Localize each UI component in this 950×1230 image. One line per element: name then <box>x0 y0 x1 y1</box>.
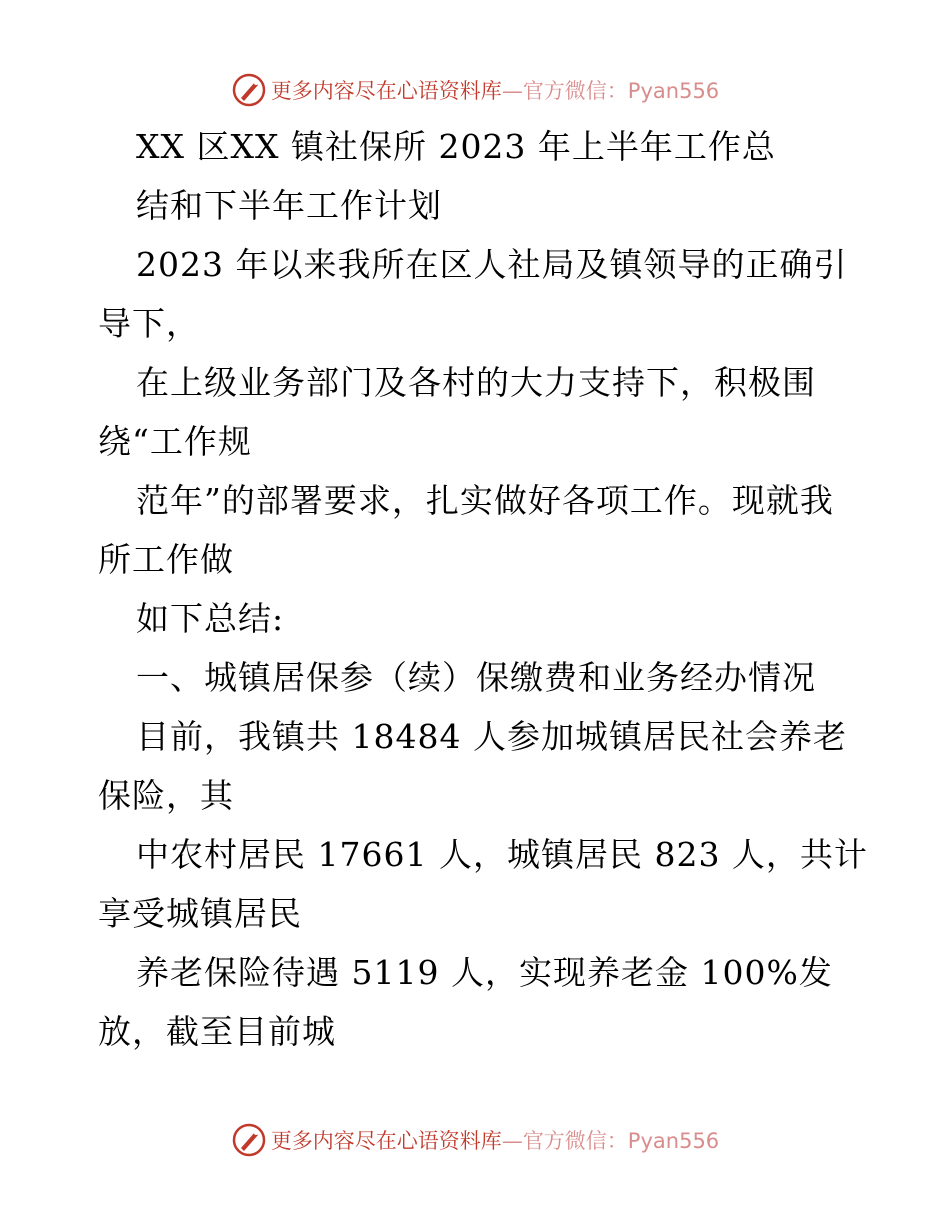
pen-nib-icon <box>231 1122 267 1158</box>
banner-text <box>271 75 719 105</box>
document-body <box>98 117 898 1061</box>
text-line: 中农村居民 17661 人，城镇居民 823 人，共计 <box>136 835 868 874</box>
banner-secondary-text: —官方微信：Pyan556 <box>501 1129 720 1153</box>
text-line: 所工作做 <box>98 540 234 579</box>
text-line: 2023 年以来我所在区人社局及镇领导的正确引 <box>136 245 848 284</box>
text-line: 保险，其 <box>98 776 234 815</box>
footer-banner <box>0 1120 950 1160</box>
text-line: 绕“工作规 <box>98 422 252 461</box>
text-line: 放，截至目前城 <box>98 1012 336 1051</box>
pen-nib-icon <box>231 72 267 108</box>
text-line: 范年”的部署要求，扎实做好各项工作。现就我 <box>136 481 834 520</box>
text-line: 如下总结: <box>136 599 285 638</box>
text-line: 养老保险待遇 5119 人，实现养老金 100%发 <box>136 953 833 992</box>
text-line: XX 区XX 镇社保所 2023 年上半年工作总 <box>136 127 776 166</box>
banner-main-text: 更多内容尽在心语资料库 <box>270 1129 502 1153</box>
text-line: 结和下半年工作计划 <box>136 186 442 225</box>
text-line: 导下， <box>98 304 200 343</box>
header-banner <box>0 70 950 110</box>
banner-main-text: 更多内容尽在心语资料库 <box>270 79 502 103</box>
banner-text <box>271 1125 719 1155</box>
text-line: 在上级业务部门及各村的大力支持下，积极围 <box>136 363 816 402</box>
text-line: 目前，我镇共 18484 人参加城镇居民社会养老 <box>136 717 847 756</box>
text-line: 享受城镇居民 <box>98 894 302 933</box>
banner-secondary-text: —官方微信：Pyan556 <box>501 79 720 103</box>
text-line: 一、城镇居保参（续）保缴费和业务经办情况 <box>136 658 816 697</box>
